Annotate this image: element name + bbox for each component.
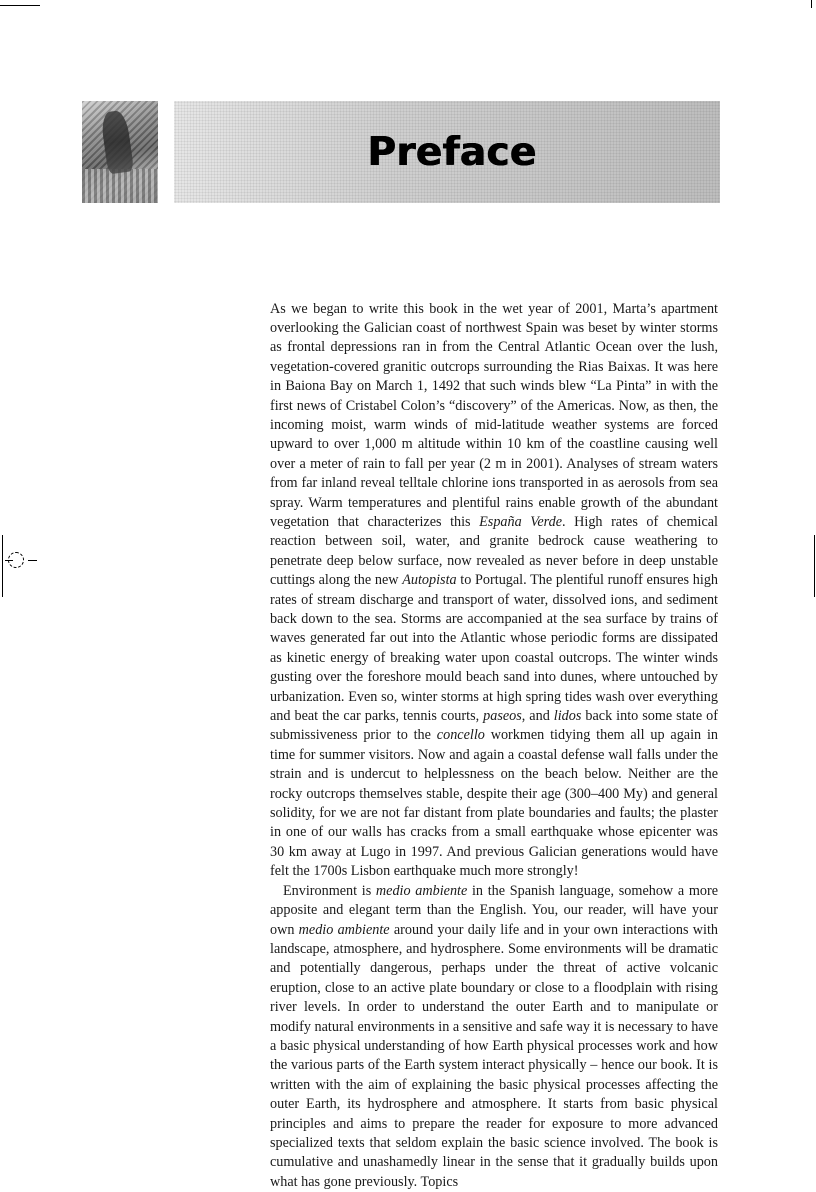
italic-term: lidos bbox=[554, 708, 582, 724]
title-banner bbox=[174, 101, 720, 203]
registration-target-icon bbox=[8, 552, 24, 568]
text-run: around your daily life and in your own interactions with landscape, atmosphere, and hydrosphere. Some environments will be dramatic and potentially dangerous, perhaps under the threat of active volcanic eruption, close to an active plate boundary or close to a floodplain with rising river levels. In order to understand the outer Earth and to manipulate or modify natural environments in a sensitive and safe way it is necessary to have a basic physical understanding of how Earth physical processes work and how the various parts of the Earth system interact physically – hence our book. It is written with the aim of explaining the basic physical processes affecting the outer Earth, its hydrosphere and atmosphere. It starts from basic physical principles and aims to prepare the reader for exposure to more advanced specialized texts that seldom explain the basic science involved. The book is cumulative and unashamedly linear in the sense that it gradually builds upon what has gone previously. Topics bbox=[270, 922, 718, 1190]
italic-term: España Verde bbox=[479, 514, 562, 530]
registration-mark-right bbox=[814, 535, 815, 597]
registration-mark-vertical bbox=[2, 535, 3, 597]
text-run: back into some state of submissiveness prior to the bbox=[270, 708, 718, 743]
text-run: to Portugal. The plentiful runoff ensures high rates of stream discharge and transport of water, dissolved ions, and sediment back down to the sea. Storms are accompanied at the sea surface by trains of waves generated far out into the Atlantic whose periodic forms are dissipated as kinetic energy of breaking water upon coastal outcrops. The winter winds gusting over the foreshore mould beach sand into dunes, where untouched by urbanization. Even so, winter storms at high spring tides wash over everything and beat the car parks, tennis courts, bbox=[270, 572, 718, 724]
photo-figure bbox=[100, 109, 134, 174]
page-title: Preface bbox=[357, 130, 536, 175]
paragraph bbox=[270, 882, 718, 1192]
italic-term: concello bbox=[437, 727, 485, 743]
italic-term: Autopista bbox=[402, 572, 456, 588]
text-run: workmen tidying them all up again in time for summer visitors. Now and again a coastal defense wall falls under the strain and is undercut to helplessness on the beach below. Neither are the rocky outcrops themselves stable, despite their age (300–400 My) and general solidity, for we are not far distant from plate boundaries and faults; the plaster in one of our walls has cracks from a small earthquake whose epicenter was 30 km away at Lugo in 1997. And previous Galician generations would have felt the 1700s Lisbon earthquake much more strongly! bbox=[270, 727, 718, 879]
preface-body bbox=[270, 300, 718, 1192]
photograph-of-figure-on-shore-icon bbox=[82, 101, 158, 203]
text-run: As we began to write this book in the wet year of 2001, Marta’s apartment overlooking the Galician coast of northwest Spain was beset by winter storms as frontal depressions ran in from the Central Atlantic Ocean over the lush, vegetation-covered granitic outcrops surrounding the Rias Baixas. It was here in Baiona Bay on March 1, 1492 that such winds blew “La Pinta” in with the first news of Cristabel Colon’s “discovery” of the Americas. Now, as then, the incoming moist, warm winds of mid-latitude weather systems are forced upward to over 1,000 m altitude within 10 km of the coastline causing well over a meter of rain to fall per year (2 m in 2001). Analyses of stream waters from far inland reveal telltale chlorine ions transported in as aerosols from sea spray. Warm temperatures and plentiful rains enable growth of the abundant vegetation that characterizes this bbox=[270, 301, 718, 530]
paragraph bbox=[270, 300, 718, 882]
registration-mark-horizontal-right bbox=[28, 560, 37, 561]
photo-ground bbox=[82, 169, 158, 203]
text-run: in the Spanish language, somehow a more apposite and elegant term than the English. You, our reader, will have your own bbox=[270, 883, 718, 938]
text-run: , and bbox=[522, 708, 554, 724]
italic-term: medio ambiente bbox=[376, 883, 467, 899]
crop-mark-top-left bbox=[0, 5, 40, 6]
italic-term: paseos bbox=[483, 708, 522, 724]
italic-term: medio ambiente bbox=[299, 922, 390, 938]
text-run: Environment is bbox=[283, 883, 376, 899]
text-run: . High rates of chemical reaction between soil, water, and granite bedrock cause weathering to penetrate deep below surface, now revealed as never before in deep unstable cuttings along the new bbox=[270, 514, 718, 588]
crop-mark-top-right bbox=[811, 0, 812, 8]
